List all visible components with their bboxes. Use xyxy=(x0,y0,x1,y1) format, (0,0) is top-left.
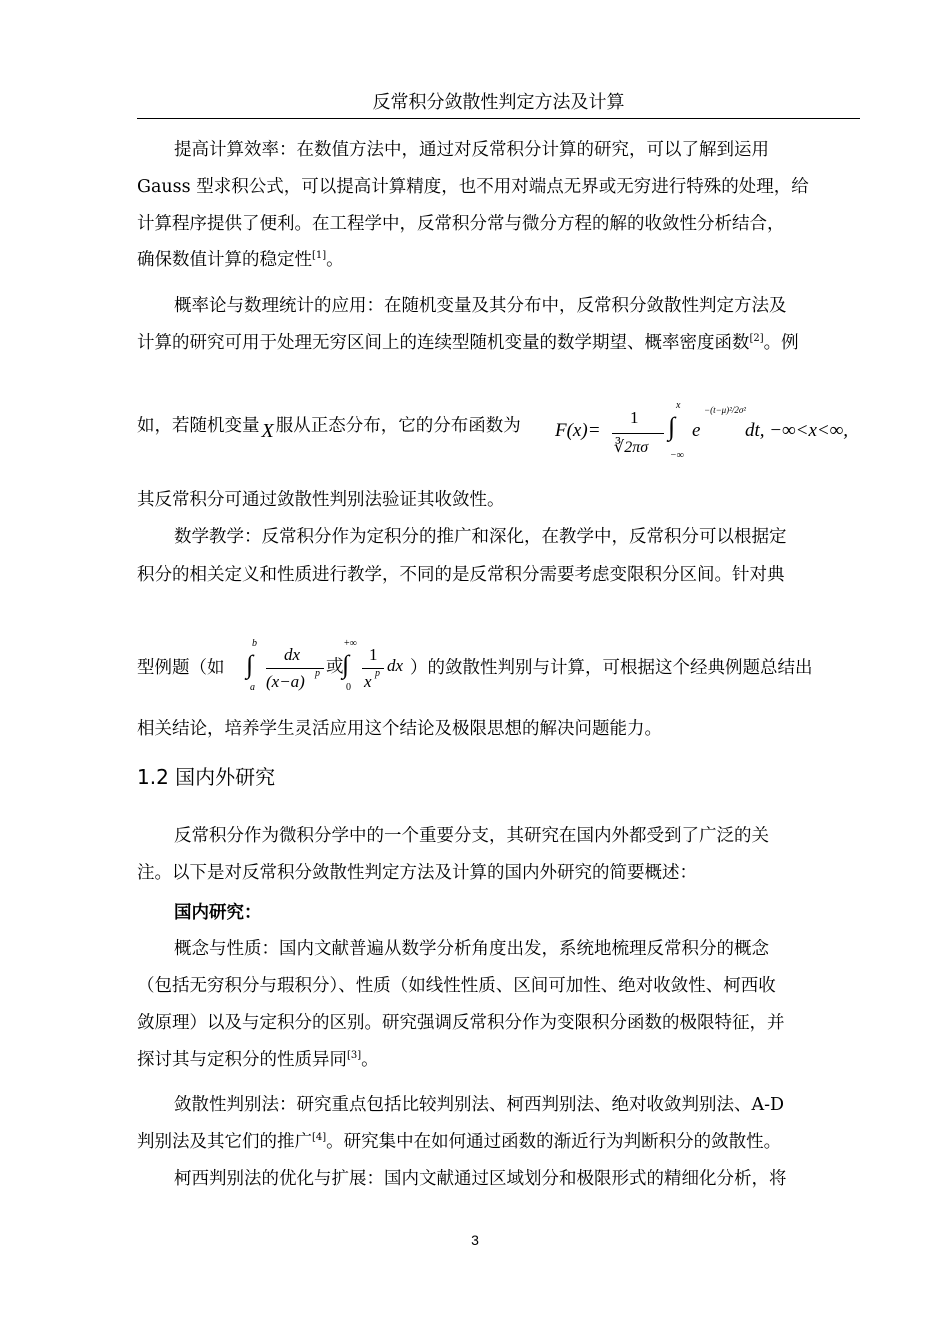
p3-line3-pre: 型例题（如 xyxy=(137,658,225,678)
section-heading: 1.2 国内外研究 xyxy=(137,765,276,789)
p3-line4: 相关结论，培养学生灵活应用这个结论及极限思想的解决问题能力。 xyxy=(137,719,662,739)
integral2-sign: ∫ xyxy=(342,650,350,679)
p2-line1: 概率论与数理统计的应用：在随机变量及其分布中，反常积分敛散性判定方法及 xyxy=(174,296,787,316)
p6-line2 xyxy=(137,1125,860,1160)
p6-line2-pre: 判别法及其它们的推广 xyxy=(137,1132,312,1152)
p1-line4 xyxy=(137,243,860,278)
p1-line3: 计算程序提供了便利。在工程学中，反常积分常与微分方程的解的收敛性分析结合， xyxy=(137,214,785,234)
citation-2[interactable]: [2] xyxy=(749,333,764,345)
p2-line2-end: 。例 xyxy=(763,333,799,353)
exponent: −(t−μ)²/2σ² xyxy=(704,405,746,415)
citation-3[interactable]: [3] xyxy=(347,1050,362,1062)
formula-numerator: 1 xyxy=(630,408,639,427)
page-header xyxy=(137,88,860,119)
p5-line1: 概念与性质：国内文献普遍从数学分析角度出发，系统地梳理反常积分的概念 xyxy=(174,939,769,959)
p5-line3: 敛原理）以及与定积分的区别。研究强调反常积分作为变限积分函数的极限特征，并 xyxy=(137,1013,785,1033)
integral2-fraction-bar xyxy=(362,668,384,669)
integral1-exponent: p xyxy=(315,668,320,679)
p3-line1: 数学教学：反常积分作为定积分的推广和深化，在教学中，反常积分可以根据定 xyxy=(174,527,787,547)
var-x: X xyxy=(261,420,274,442)
p5-line2: （包括无穷积分与瑕积分）、性质（如线性性质、区间可加性、绝对收敛性、柯西收 xyxy=(137,976,776,996)
integral2-upper-limit: +∞ xyxy=(344,638,357,649)
p2-line2 xyxy=(137,326,860,361)
p2-line3-mid: 服从正态分布，它的分布函数为 xyxy=(275,416,521,436)
integral1-denominator: (x−a) xyxy=(266,672,305,691)
integral-sign: ∫ xyxy=(668,412,676,441)
formula-tail: dt, −∞<x<∞, xyxy=(745,420,849,441)
subheading-domestic: 国内研究： xyxy=(174,903,262,923)
p1-line1: 提高计算效率：在数值方法中，通过对反常积分计算的研究，可以了解到运用 xyxy=(174,140,769,160)
integral2-numerator: 1 xyxy=(369,645,378,664)
integral1-numerator: dx xyxy=(284,645,301,664)
conjunction-or: 或 xyxy=(326,657,344,677)
p5-line4-text: 探讨其与定积分的性质异同 xyxy=(137,1050,347,1070)
integral2-tail: dx xyxy=(387,656,404,675)
p6-line2-post: 。研究集中在如何通过函数的渐近行为判断积分的敛散性。 xyxy=(326,1132,782,1152)
p5-line4 xyxy=(137,1043,860,1078)
fraction-bar xyxy=(612,433,664,434)
p3-line3-post: ）的敛散性判别与计算，可根据这个经典例题总结出 xyxy=(410,658,813,678)
p1-line4-text: 确保数值计算的稳定性 xyxy=(137,250,312,270)
p6-line1: 敛散性判别法：研究重点包括比较判别法、柯西判别法、绝对收敛判别法、A-D xyxy=(174,1095,785,1115)
p2-line4: 其反常积分可通过敛散性判别法验证其收敛性。 xyxy=(137,490,505,510)
citation-1[interactable]: [1] xyxy=(312,250,327,262)
integral2-lower-limit: 0 xyxy=(346,682,351,693)
formula-denominator: ∛2πσ xyxy=(614,439,649,456)
p1-line4-end: 。 xyxy=(326,250,344,270)
citation-4[interactable]: [4] xyxy=(312,1132,327,1144)
p4-line2: 注。以下是对反常积分敛散性判定方法及计算的国内外研究的简要概述： xyxy=(137,863,697,883)
formula-lhs: F(x)= xyxy=(555,420,601,441)
integral1-lower-limit: a xyxy=(250,682,255,693)
integral2-exponent: p xyxy=(375,668,380,679)
p2-line2-text: 计算的研究可用于处理无穷区间上的连续型随机变量的数学期望、概率密度函数 xyxy=(137,333,750,353)
p1-line2: Gauss 型求积公式，可以提高计算精度，也不用对端点无界或无穷进行特殊的处理，给 xyxy=(137,177,809,197)
p7-line1: 柯西判别法的优化与扩展：国内文献通过区域划分和极限形式的精细化分析，将 xyxy=(174,1169,787,1189)
integral-upper-limit: x xyxy=(676,400,681,411)
p3-line2: 积分的相关定义和性质进行教学，不同的是反常积分需要考虑变限积分区间。针对典 xyxy=(137,565,785,585)
page-number: 3 xyxy=(471,1232,479,1248)
integral1-upper-limit: b xyxy=(252,638,257,649)
p4-line1: 反常积分作为微积分学中的一个重要分支，其研究在国内外都受到了广泛的关 xyxy=(174,826,769,846)
header-title: 反常积分敛散性判定方法及计算 xyxy=(372,92,625,113)
integral2-denominator: x xyxy=(364,672,372,691)
p2-line3-pre: 如，若随机变量 xyxy=(137,416,260,436)
exponential-base: e xyxy=(692,420,701,441)
integral1-sign: ∫ xyxy=(246,650,254,679)
p5-line4-end: 。 xyxy=(361,1050,379,1070)
integral-lower-limit: −∞ xyxy=(670,450,684,461)
